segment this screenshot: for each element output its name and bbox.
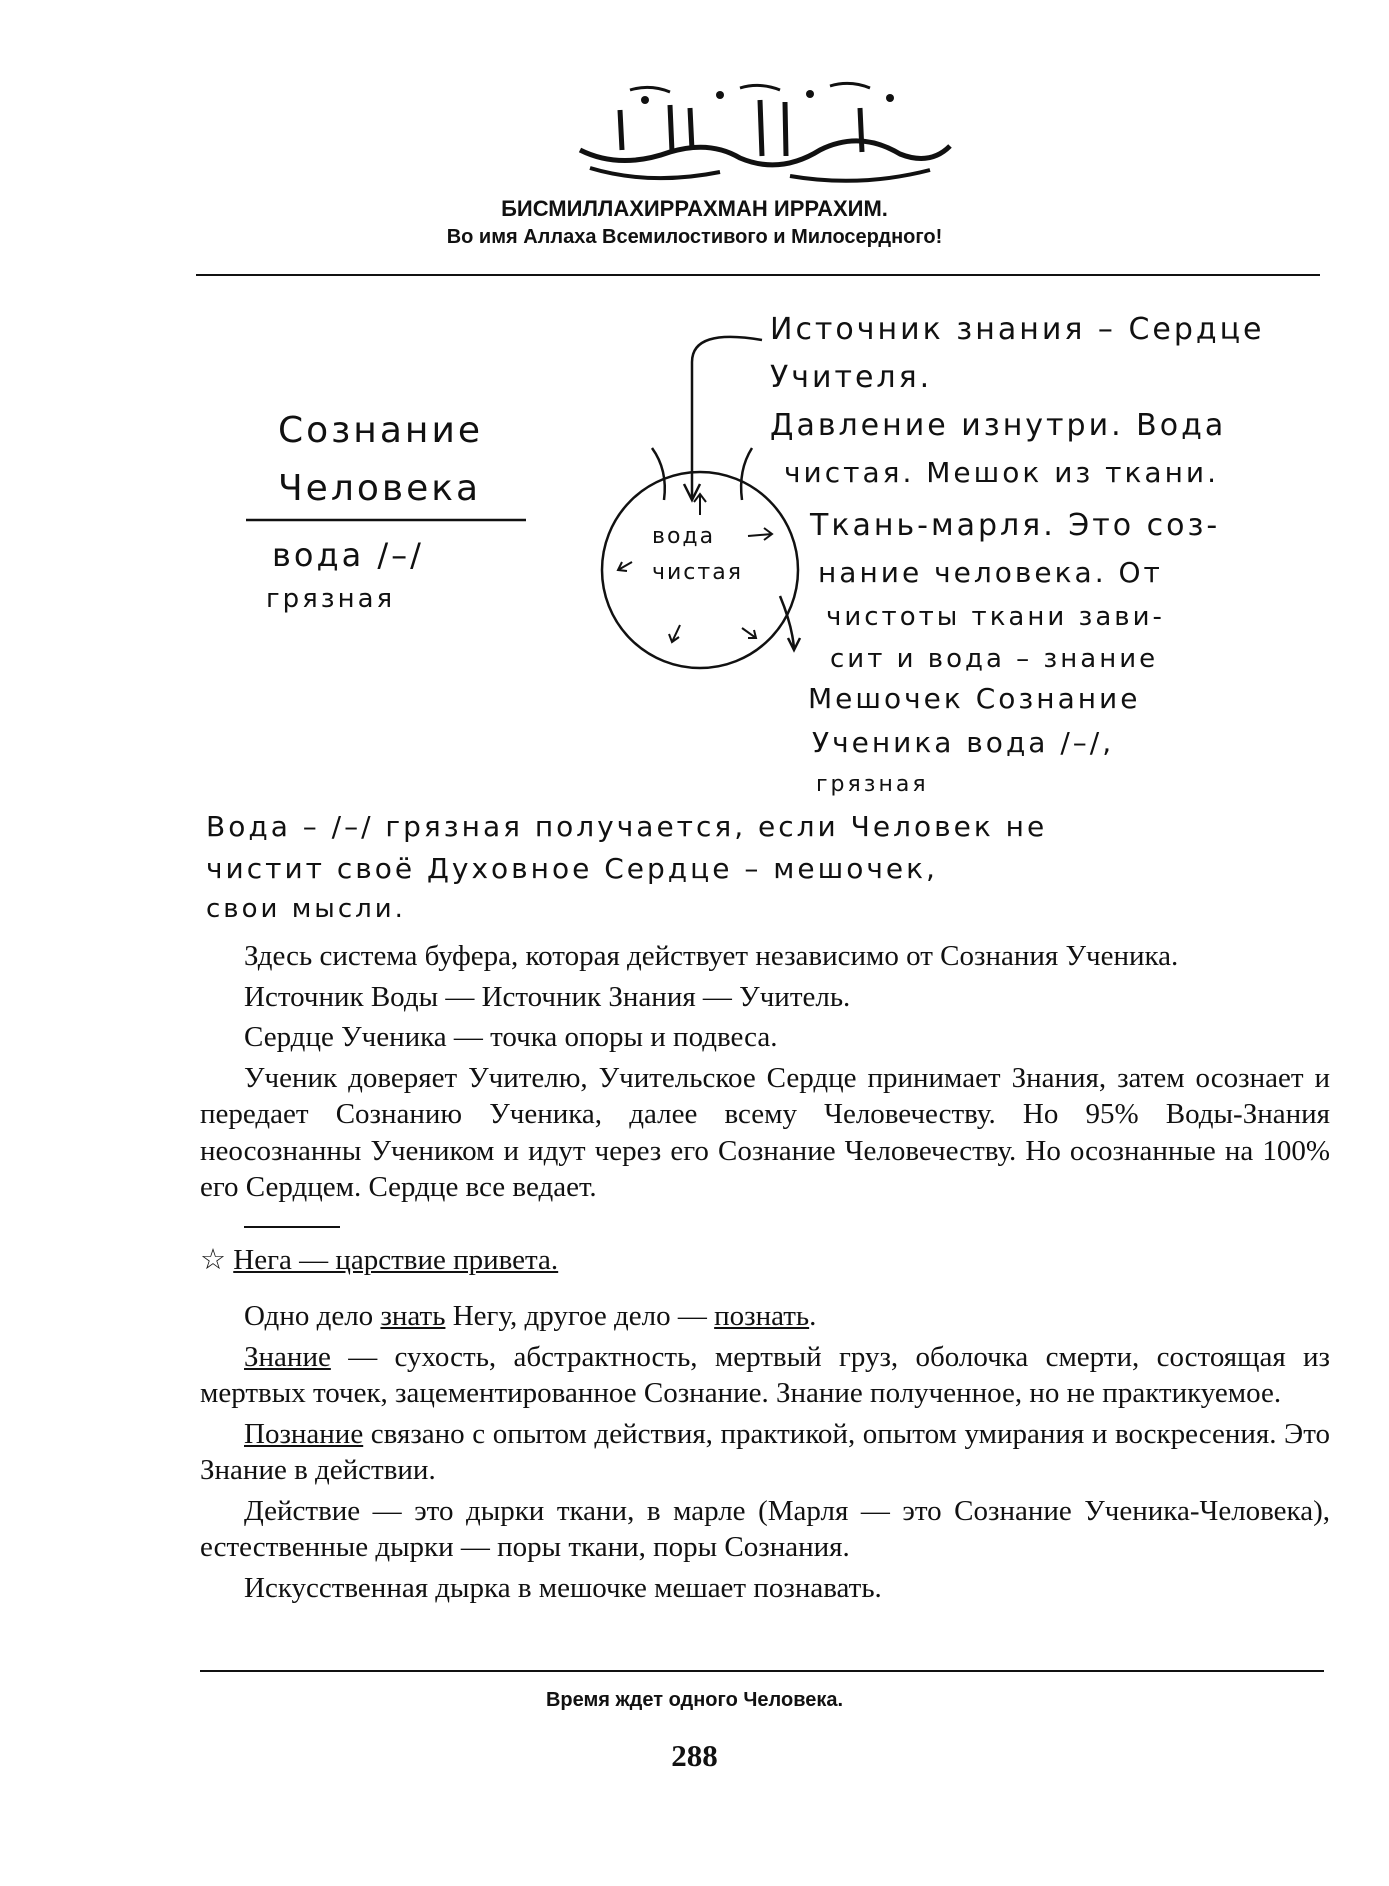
hw-left-sub-2: грязная <box>266 584 396 614</box>
hw-bottom-line: чистит своё Духовное Сердце – мешочек, <box>206 852 938 885</box>
section-title: Нега — царствие привета. <box>233 1243 559 1276</box>
hw-circle-line2: чистая <box>652 560 743 585</box>
hw-right-line: чистоты ткани зави- <box>826 602 1165 632</box>
hw-right-line: нание человека. От <box>818 556 1163 589</box>
emphasis-word: познать <box>714 1300 810 1332</box>
hw-right-line: Давление изнутри. Вода <box>770 408 1227 443</box>
header-title: БИСМИЛЛАХИРРАХМАН ИРРАХИМ. <box>501 196 888 221</box>
paragraph: Искусственная дырка в мешочке мешает познавать. <box>244 1571 882 1604</box>
emphasis-word: Знание <box>244 1340 331 1373</box>
section-heading <box>200 1242 1330 1279</box>
paragraph: Знание — сухость, абстрактность, мертвый груз, оболочка смерти, состоящая из мертвых точек, зацементированное Сознание. Знание полученное, но не практикуемое. <box>200 1340 1330 1409</box>
diagram-drawing <box>0 0 1389 800</box>
paragraph: Источник Воды — Источник Знания — Учитель. <box>244 980 851 1013</box>
hw-circle-line1: вода <box>652 524 716 549</box>
body-text <box>200 938 1330 1606</box>
emphasis-word: Познание <box>244 1417 364 1450</box>
hw-right-line: Мешочек Сознание <box>808 682 1141 715</box>
hw-left-sub-1: вода /–/ <box>272 536 424 574</box>
paragraph: Познание связано с опытом действия, практикой, опытом умирания и воскресения. Это Знание в действии. <box>200 1417 1330 1486</box>
hw-left-title-1: Сознание <box>278 410 483 451</box>
hw-bottom-line: Вода – /–/ грязная получается, если Человек не <box>206 810 1048 843</box>
footer-tagline: Время ждет одного Человека. <box>545 1689 844 1711</box>
hw-right-line: Ткань-марля. Это соз- <box>810 508 1221 543</box>
header-subtitle: Во имя Аллаха Всемилостивого и Милосердного! <box>446 226 943 248</box>
hw-bottom-line: свои мысли. <box>206 894 406 924</box>
emphasis-word: знать <box>380 1300 446 1332</box>
paragraph: Ученик доверяет Учителю, Учительское Сердце принимает Знания, затем осознает и передает Сознанию Ученика, далее всему Человечеству. Но 95% Воды-Знания неосознанны Учеником и идут через его Сознание Человечеству. Но осознанные на 100% его Сердцем. Сердце все ведает. <box>200 1061 1330 1203</box>
hw-left-title-2: Человека <box>278 468 482 509</box>
hw-right-line: Учителя. <box>770 360 933 395</box>
paragraph: Действие — это дырки ткани, в марле (Марля — это Сознание Ученика-Человека), естественные дырки — поры ткани, поры Сознания. <box>200 1494 1330 1563</box>
hw-right-line: Ученика вода /–/, <box>812 726 1115 759</box>
star-icon: ☆ <box>200 1243 226 1276</box>
hw-right-line: грязная <box>816 772 929 797</box>
paragraph: Здесь система буфера, которая действует независимо от Сознания Ученика. <box>244 940 1179 972</box>
paragraph: Сердце Ученика — точка опоры и подвеса. <box>244 1021 778 1053</box>
page-number: 288 <box>671 1738 718 1773</box>
paragraph: Одно дело знать Негу, другое дело — познать. <box>244 1300 817 1332</box>
footer-divider <box>200 1670 1324 1672</box>
hw-right-line: сит и вода – знание <box>830 644 1159 674</box>
hw-right-line: Источник знания – Сердце <box>770 312 1265 347</box>
hw-right-line: чистая. Мешок из ткани. <box>784 456 1219 489</box>
section-divider <box>244 1226 340 1228</box>
